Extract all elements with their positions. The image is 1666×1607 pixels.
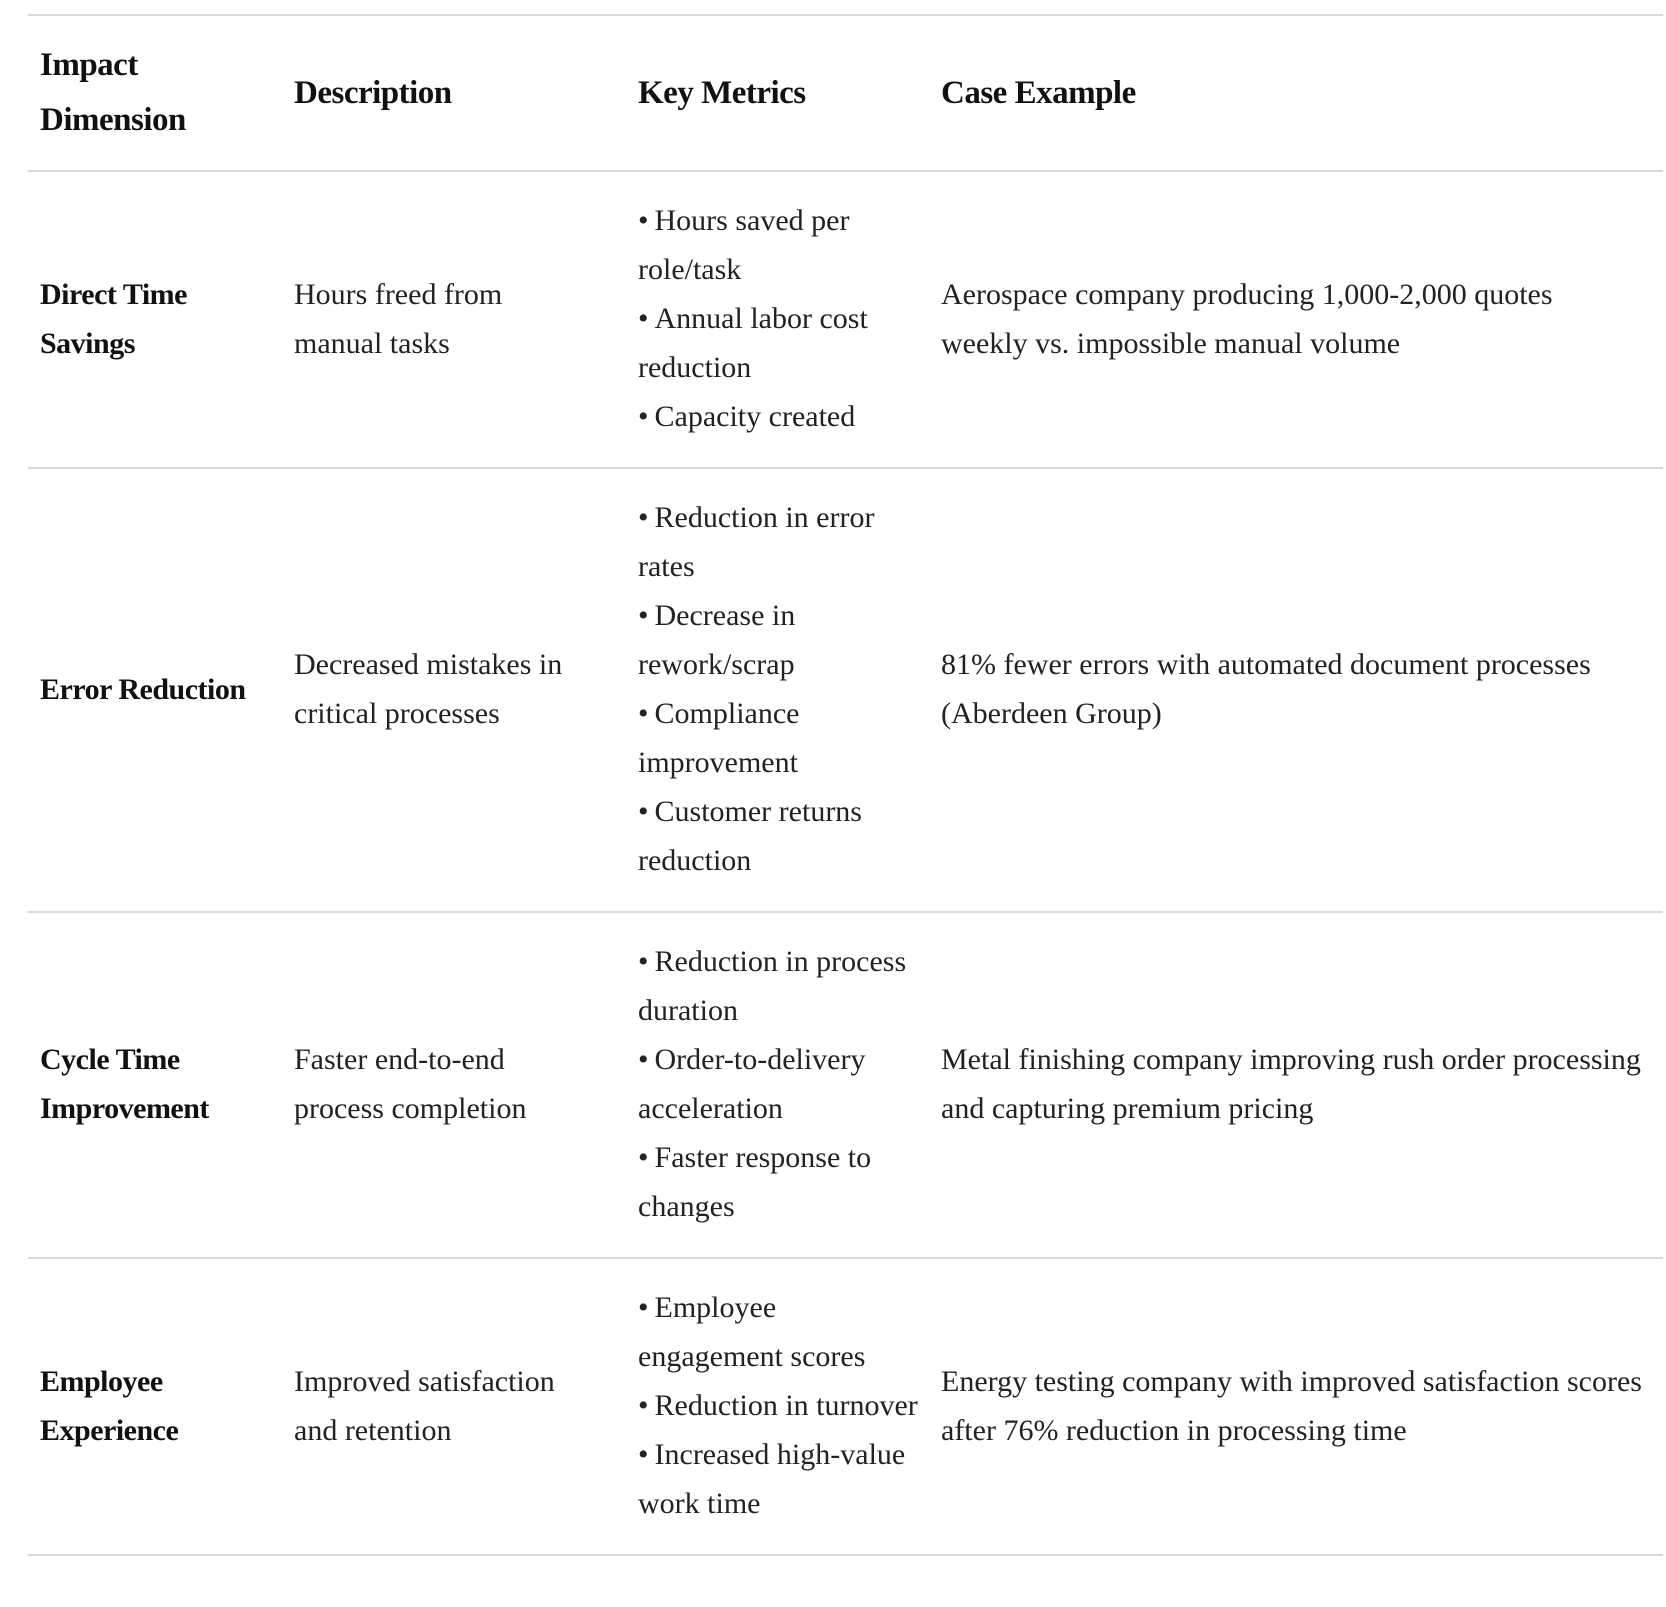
bullet-icon: • [638, 1043, 649, 1076]
table-row [28, 912, 1663, 1258]
bullet-icon: • [638, 1389, 649, 1422]
bullet-icon: • [638, 1141, 649, 1174]
metric-text: Faster response to changes [638, 1141, 872, 1223]
header-key-metrics: Key Metrics [626, 15, 929, 171]
table-header-row [28, 15, 1663, 171]
cell-description: Decreased mistakes in critical processes [282, 468, 626, 912]
metric-text: Reduction in error rates [638, 501, 875, 583]
bullet-icon: • [638, 302, 649, 335]
bullet-icon: • [638, 204, 649, 237]
bullet-icon: • [638, 501, 649, 534]
metric-text: Compliance improvement [638, 697, 800, 779]
metric-item [638, 493, 919, 591]
cell-case-example: Energy testing company with improved satisfaction scores after 76% reduction in processing time [929, 1258, 1663, 1555]
impact-table [28, 14, 1663, 1556]
table-row [28, 468, 1663, 912]
metric-item [638, 591, 919, 689]
metric-text: Hours saved per role/task [638, 204, 850, 286]
cell-description: Faster end-to-end process completion [282, 912, 626, 1258]
cell-impact-dimension: Cycle Time Improvement [28, 912, 282, 1258]
metric-item [638, 392, 919, 441]
cell-case-example: 81% fewer errors with automated document processes (Aberdeen Group) [929, 468, 1663, 912]
cell-key-metrics [626, 171, 929, 468]
metric-text: Decrease in rework/scrap [638, 599, 796, 681]
metric-item [638, 937, 919, 1035]
header-description: Description [282, 15, 626, 171]
table-row [28, 171, 1663, 468]
cell-description: Hours freed from manual tasks [282, 171, 626, 468]
cell-impact-dimension: Employee Experience [28, 1258, 282, 1555]
impact-table-container [28, 14, 1663, 1556]
metric-text: Employee engagement scores [638, 1291, 866, 1373]
metric-item [638, 196, 919, 294]
metric-item [638, 787, 919, 885]
metric-text: Annual labor cost reduction [638, 302, 868, 384]
cell-impact-dimension: Error Reduction [28, 468, 282, 912]
metric-item [638, 294, 919, 392]
metric-text: Order-to-delivery acceleration [638, 1043, 866, 1125]
metric-item [638, 1133, 919, 1231]
metric-text: Capacity created [654, 400, 856, 433]
cell-description: Improved satisfaction and retention [282, 1258, 626, 1555]
bullet-icon: • [638, 1438, 649, 1471]
bullet-icon: • [638, 795, 649, 828]
table-row [28, 1258, 1663, 1555]
bullet-icon: • [638, 1291, 649, 1324]
header-case-example: Case Example [929, 15, 1663, 171]
metric-item [638, 1430, 919, 1528]
bullet-icon: • [638, 697, 649, 730]
metric-text: Reduction in process duration [638, 945, 907, 1027]
metric-item [638, 1381, 919, 1430]
cell-impact-dimension: Direct Time Savings [28, 171, 282, 468]
metric-text: Increased high-value work time [638, 1438, 906, 1520]
table-body [28, 171, 1663, 1555]
metric-text: Customer returns reduction [638, 795, 862, 877]
header-impact-dimension: Impact Dimension [28, 15, 282, 171]
cell-key-metrics [626, 1258, 929, 1555]
bullet-icon: • [638, 599, 649, 632]
bullet-icon: • [638, 945, 649, 978]
cell-key-metrics [626, 912, 929, 1258]
metric-item [638, 1035, 919, 1133]
cell-case-example: Metal finishing company improving rush order processing and capturing premium pricing [929, 912, 1663, 1258]
bullet-icon: • [638, 400, 649, 433]
cell-case-example: Aerospace company producing 1,000-2,000 quotes weekly vs. impossible manual volume [929, 171, 1663, 468]
metric-item [638, 1283, 919, 1381]
metric-text: Reduction in turnover [654, 1389, 918, 1422]
cell-key-metrics [626, 468, 929, 912]
metric-item [638, 689, 919, 787]
